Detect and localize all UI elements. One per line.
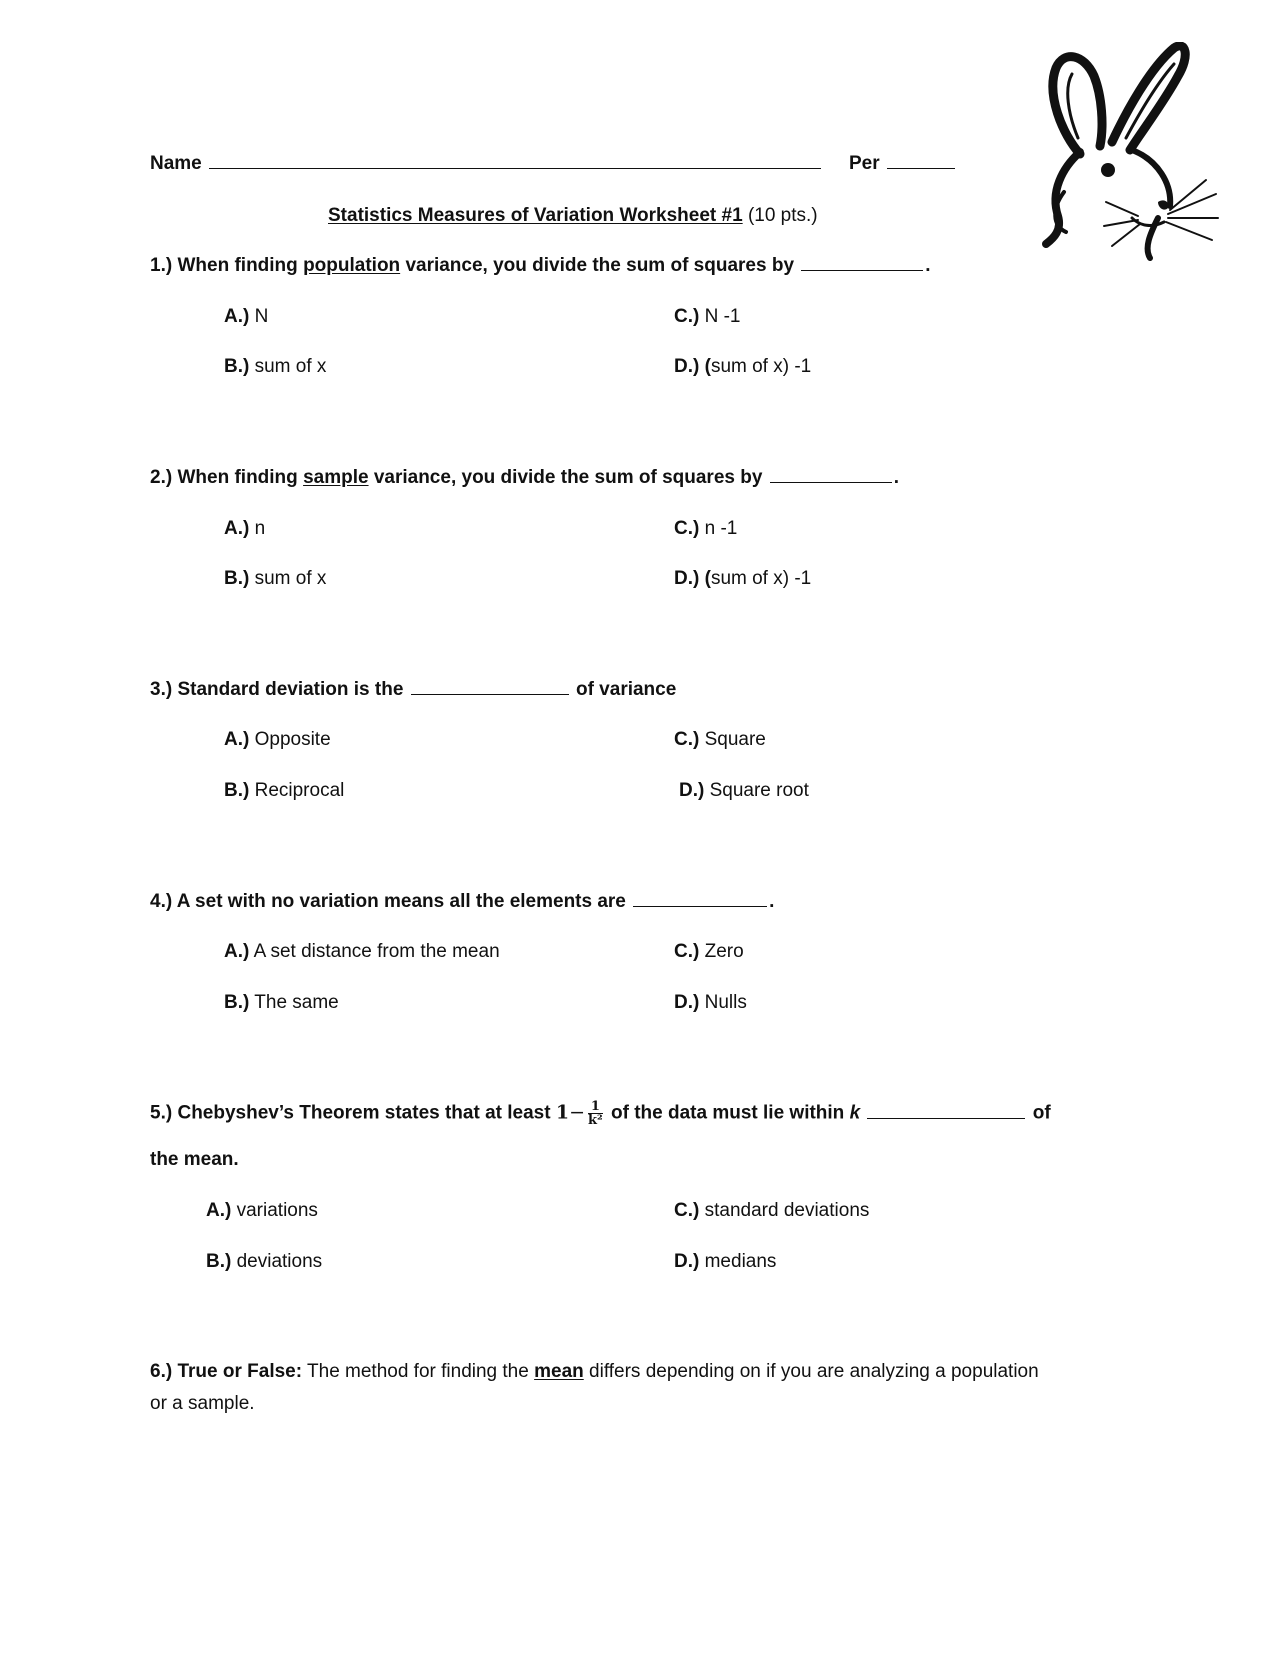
question-3: [150, 679, 676, 701]
question-text: Standard deviation is the: [177, 679, 404, 700]
period-blank[interactable]: [887, 154, 955, 169]
question-emphasis: mean: [534, 1361, 584, 1382]
period: .: [893, 467, 899, 488]
question-text: variance, you divide the sum of squares by: [373, 467, 763, 488]
option-d[interactable]: [674, 992, 747, 1014]
option-letter: C.): [674, 941, 700, 962]
question-text: of variance: [575, 679, 677, 700]
option-letter: D.): [674, 568, 700, 589]
question-number: 2.): [150, 467, 173, 488]
question-5-line-2: [150, 1149, 239, 1171]
worksheet-title: [328, 205, 818, 227]
question-number: 4.): [150, 891, 173, 912]
option-letter: B.): [224, 568, 250, 589]
option-a[interactable]: [206, 1200, 318, 1222]
option-text: variations: [236, 1200, 318, 1221]
option-letter: B.): [206, 1251, 232, 1272]
option-b[interactable]: [224, 356, 326, 378]
option-d[interactable]: [674, 568, 811, 590]
option-c[interactable]: [674, 518, 737, 540]
option-letter: A.): [224, 941, 250, 962]
option-letter: C.): [674, 518, 700, 539]
option-b[interactable]: [206, 1251, 322, 1273]
option-text: standard deviations: [704, 1200, 870, 1221]
option-letter: A.): [224, 518, 250, 539]
question-text: When finding: [177, 255, 298, 276]
option-text: Square: [704, 729, 766, 750]
period-line: [849, 153, 957, 175]
question-text: differs depending on if you are analyzing a population or a sample.: [150, 1361, 1039, 1414]
option-a[interactable]: [224, 306, 268, 328]
question-text: variance, you divide the sum of squares by: [405, 255, 795, 276]
option-b[interactable]: [224, 780, 344, 802]
question-text: the mean.: [150, 1149, 239, 1170]
fraction: [588, 1100, 603, 1127]
points-text: (10 pts.): [747, 205, 818, 226]
option-text: N -1: [704, 306, 741, 327]
name-label: Name: [150, 153, 202, 174]
question-text: of the data must lie within: [611, 1102, 845, 1124]
option-c[interactable]: [674, 941, 744, 963]
option-c[interactable]: [674, 729, 766, 751]
option-d[interactable]: [674, 356, 811, 378]
option-text: Opposite: [254, 729, 331, 750]
fraction-denominator: k²: [588, 1113, 603, 1128]
question-5: [150, 1100, 1051, 1127]
name-line: [150, 153, 823, 175]
true-false-label: True or False:: [177, 1361, 303, 1382]
option-text: A set distance from the mean: [253, 941, 500, 962]
option-text: Nulls: [704, 992, 747, 1013]
answer-blank[interactable]: [867, 1104, 1025, 1119]
option-letter: D.): [674, 992, 700, 1013]
option-letter: B.): [224, 992, 250, 1013]
question-text: The method for finding the: [307, 1361, 529, 1382]
option-text: Reciprocal: [254, 780, 345, 801]
question-number: 5.): [150, 1102, 173, 1124]
question-text: A set with no variation means all the elements are: [176, 891, 626, 912]
option-letter: D.): [674, 1251, 700, 1272]
option-text: deviations: [236, 1251, 323, 1272]
option-a[interactable]: [224, 518, 265, 540]
option-a[interactable]: [224, 729, 331, 751]
option-text: n -1: [704, 518, 738, 539]
math-minus: −: [569, 1101, 586, 1124]
option-paren: (: [704, 356, 711, 377]
option-letter: D.): [674, 356, 700, 377]
option-letter: B.): [224, 356, 250, 377]
question-number: 1.): [150, 255, 173, 276]
math-one: 1: [555, 1101, 570, 1124]
option-text: Zero: [704, 941, 744, 962]
option-d[interactable]: [674, 1251, 776, 1273]
option-a[interactable]: [224, 941, 500, 963]
question-number: 6.): [150, 1361, 173, 1382]
option-letter: D.): [679, 780, 705, 801]
answer-blank[interactable]: [633, 892, 767, 907]
option-letter: C.): [674, 306, 700, 327]
rabbit-icon: [1040, 42, 1220, 262]
option-letter: A.): [224, 306, 250, 327]
period: .: [925, 255, 931, 276]
option-text: sum of x) -1: [710, 568, 812, 589]
question-emphasis: population: [303, 255, 401, 276]
option-d[interactable]: [679, 780, 809, 802]
question-1: [150, 255, 931, 277]
option-c[interactable]: [674, 306, 741, 328]
option-b[interactable]: [224, 568, 326, 590]
answer-blank[interactable]: [801, 256, 923, 271]
option-text: n: [254, 518, 266, 539]
period-label: Per: [849, 153, 880, 174]
option-text: sum of x) -1: [710, 356, 812, 377]
answer-blank[interactable]: [411, 680, 569, 695]
answer-blank[interactable]: [770, 468, 892, 483]
question-emphasis: sample: [303, 467, 369, 488]
question-text: Chebyshev’s Theorem states that at least: [177, 1102, 551, 1124]
option-letter: A.): [224, 729, 250, 750]
period: .: [769, 891, 775, 912]
title-text: Statistics Measures of Variation Worksheet #1: [328, 205, 743, 226]
question-2: [150, 467, 899, 489]
option-letter: C.): [674, 729, 700, 750]
question-text: When finding: [177, 467, 298, 488]
option-c[interactable]: [674, 1200, 869, 1222]
variable-k: k: [849, 1102, 861, 1124]
option-text: sum of x: [254, 568, 327, 589]
option-text: medians: [704, 1251, 777, 1272]
option-text: sum of x: [254, 356, 327, 377]
option-text: N: [254, 306, 269, 327]
question-4: [150, 891, 774, 913]
option-text: The same: [254, 992, 339, 1013]
name-blank[interactable]: [209, 154, 821, 169]
fraction-numerator: 1: [588, 1100, 603, 1114]
option-b[interactable]: [224, 992, 339, 1014]
option-letter: B.): [224, 780, 250, 801]
option-letter: C.): [674, 1200, 700, 1221]
option-text: Square root: [709, 780, 809, 801]
option-paren: (: [704, 568, 711, 589]
question-text: of: [1032, 1102, 1051, 1124]
question-number: 3.): [150, 679, 173, 700]
option-letter: A.): [206, 1200, 232, 1221]
question-6: [150, 1356, 1050, 1420]
